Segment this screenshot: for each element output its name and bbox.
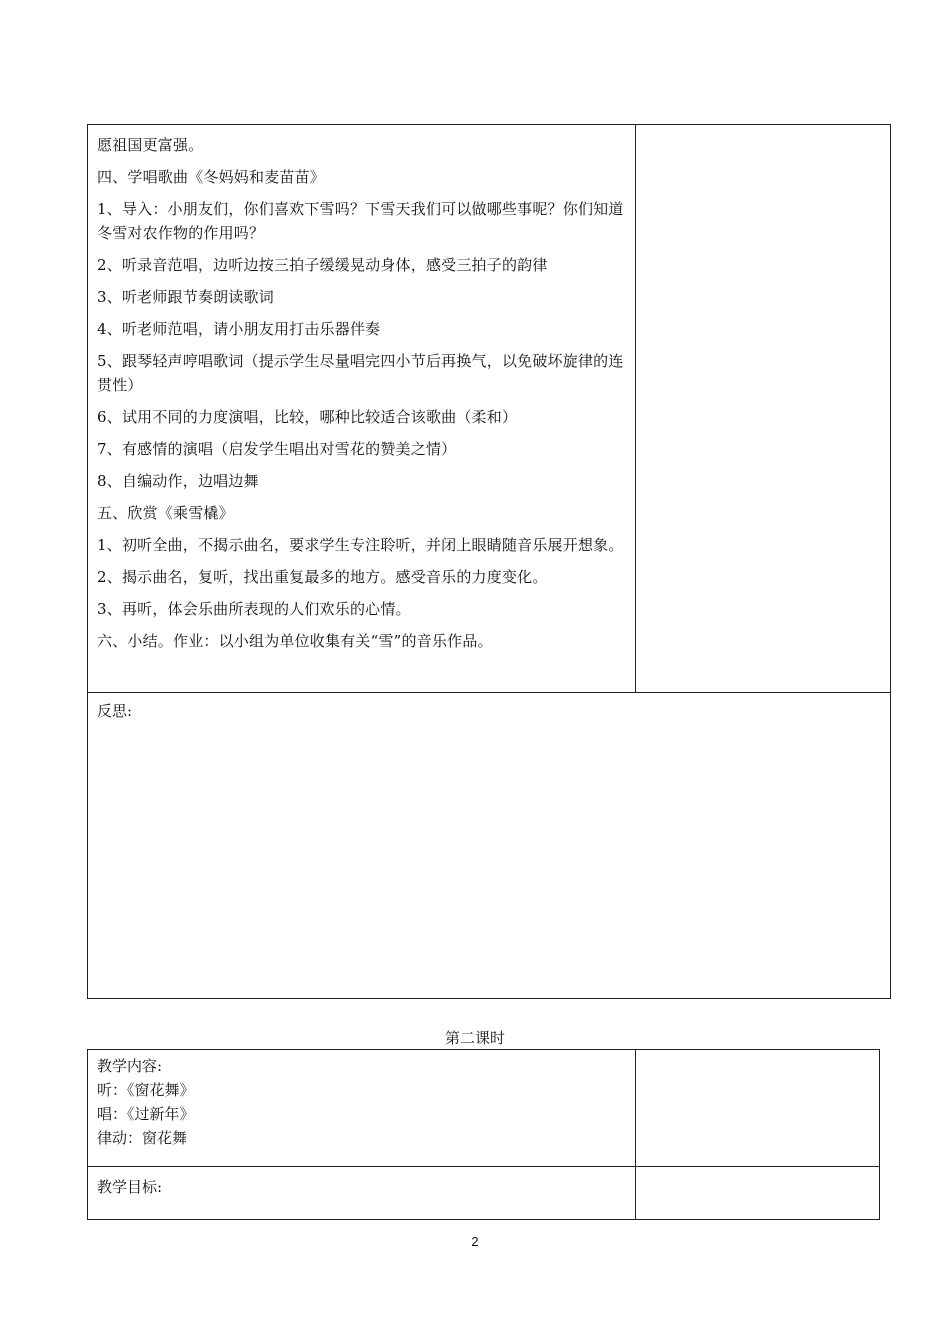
content-notes-cell	[636, 1050, 879, 1167]
content-line: 教学内容:	[97, 1057, 163, 1075]
paragraph: 8、自编动作，边唱边舞	[97, 472, 259, 490]
page-number: 2	[471, 1234, 479, 1249]
lesson-steps-cell	[88, 125, 636, 692]
paragraph: 1、导入：小朋友们，你们喜欢下雪吗？下雪天我们可以做哪些事呢？你们知道冬雪对农作物的作用吗？	[97, 200, 624, 242]
notes-cell	[636, 125, 890, 692]
paragraph: 2、听录音范唱，边听边按三拍子缓缓晃动身体，感受三拍子的韵律	[97, 256, 548, 274]
goal-notes-cell	[636, 1167, 879, 1219]
second-lesson-table	[87, 1049, 880, 1220]
content-line: 律动：窗花舞	[97, 1129, 188, 1147]
paragraph: 1、初听全曲，不揭示曲名，要求学生专注聆听，并闭上眼睛随音乐展开想象。	[97, 536, 624, 554]
paragraph: 愿祖国更富强。	[97, 136, 204, 154]
paragraph: 2、揭示曲名，复听，找出重复最多的地方。感受音乐的力度变化。	[97, 568, 548, 586]
reflection-label: 反思:	[97, 702, 133, 720]
section-caption: 第二课时	[444, 1029, 505, 1047]
paragraph: 3、听老师跟节奏朗读歌词	[97, 288, 274, 306]
paragraph: 7、有感情的演唱（启发学生唱出对雪花的赞美之情）	[97, 440, 457, 458]
paragraph: 6、试用不同的力度演唱，比较，哪种比较适合该歌曲（柔和）	[97, 408, 518, 426]
content-line: 唱：《过新年》	[97, 1105, 195, 1123]
goal-label: 教学目标:	[97, 1178, 163, 1196]
paragraph: 5、跟琴轻声哼唱歌词（提示学生尽量唱完四小节后再换气，以免破坏旋律的连贯性）	[97, 352, 624, 394]
paragraph: 四、学唱歌曲《冬妈妈和麦苗苗》	[97, 168, 326, 186]
teaching-goal-cell	[88, 1167, 636, 1219]
paragraph: 4、听老师范唱，请小朋友用打击乐器伴奏	[97, 320, 381, 338]
reflection-cell	[88, 692, 890, 998]
paragraph: 3、再听，体会乐曲所表现的人们欢乐的心情。	[97, 600, 411, 618]
teaching-content-cell	[88, 1050, 636, 1167]
lesson-table	[87, 124, 891, 999]
content-line: 听：《窗花舞》	[97, 1081, 195, 1099]
paragraph: 五、欣赏《乘雪橇》	[97, 504, 234, 522]
paragraph: 六、小结。作业：以小组为单位收集有关“雪”的音乐作品。	[97, 632, 493, 650]
